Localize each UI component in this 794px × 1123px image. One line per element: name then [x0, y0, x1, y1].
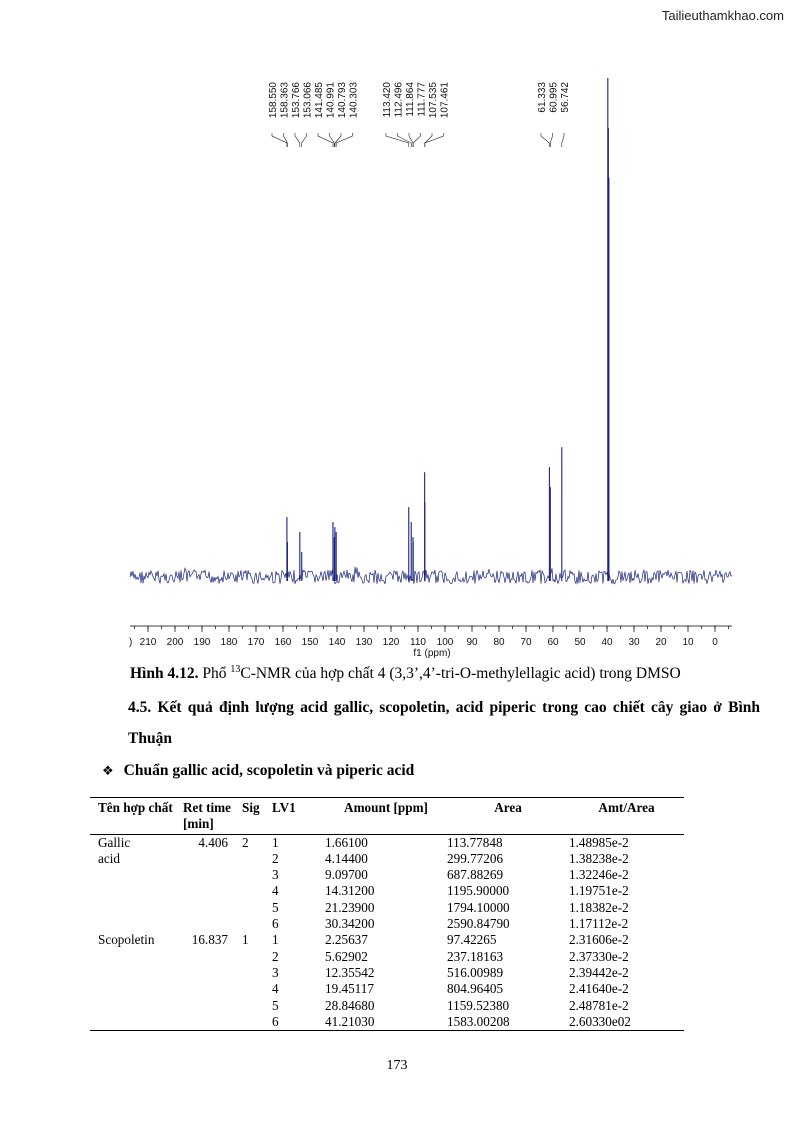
cell-amount: 12.35542 — [325, 964, 375, 980]
header-amt-area: Amt/Area — [598, 800, 655, 815]
cell-ret-time — [175, 851, 242, 867]
cell-amount: 5.62902 — [325, 948, 368, 964]
x-axis-tick-label: 80 — [493, 637, 505, 648]
table-header-row — [90, 798, 684, 835]
cell-amount: 30.34200 — [325, 916, 375, 932]
cell-compound — [90, 1014, 175, 1031]
x-axis-tick-label: 60 — [547, 637, 559, 648]
peak-label-connectors — [272, 133, 564, 147]
cell-lv1: 1 — [272, 834, 279, 850]
table-row — [90, 867, 684, 883]
x-axis-tick-label: 170 — [247, 637, 265, 648]
cell-ret-time — [175, 867, 242, 883]
cell-amt-area: 2.60330e02 — [569, 1013, 631, 1029]
watermark: Tailieuthamkhao.com — [661, 8, 784, 23]
table-row — [90, 916, 684, 932]
caption-figure-number: Hình 4.12. — [130, 665, 199, 683]
cell-ret-time: 16.837 — [191, 932, 228, 948]
cell-amt-area: 2.48781e-2 — [569, 997, 629, 1013]
cell-compound — [90, 883, 175, 899]
cell-ret-time — [175, 965, 242, 981]
peak-label: 107.461 — [439, 82, 451, 119]
cell-compound: Scopoletin — [98, 932, 155, 948]
x-axis-tick-label: 0 — [712, 637, 718, 648]
cell-sig — [242, 867, 272, 883]
table-row — [90, 1014, 684, 1031]
cell-sig — [242, 965, 272, 981]
cell-amt-area: 2.37330e-2 — [569, 948, 629, 964]
cell-sig — [242, 949, 272, 965]
x-axis-tick-label: 70 — [520, 637, 532, 648]
cell-ret-time: 4.406 — [198, 834, 228, 850]
cell-ret-time — [175, 998, 242, 1014]
cell-amount: 19.45117 — [325, 981, 374, 997]
peak-label: 60.995 — [548, 82, 560, 113]
x-axis-tick-label: 10 — [682, 637, 694, 648]
cell-area: 1583.00208 — [447, 1013, 510, 1029]
cell-area: 113.77848 — [447, 834, 503, 850]
header-ret-time: Ret time [min] — [183, 800, 231, 832]
cell-amt-area: 2.31606e-2 — [569, 932, 629, 948]
cell-area: 2590.84790 — [447, 916, 510, 932]
cell-area: 1159.52380 — [447, 997, 510, 1013]
peak-label: 61.333 — [537, 82, 548, 113]
cell-amt-area: 1.48985e-2 — [569, 834, 629, 850]
x-axis-tick-label: 150 — [301, 637, 319, 648]
cell-ret-time — [175, 981, 242, 997]
subheading — [102, 762, 414, 780]
cell-amt-area: 1.17112e-2 — [569, 916, 629, 932]
cell-lv1: 3 — [272, 867, 279, 883]
cell-ret-time — [175, 883, 242, 899]
table-row — [90, 883, 684, 899]
x-axis-ticks — [135, 626, 729, 632]
x-axis-tick-label: 40 — [601, 637, 613, 648]
x-axis-tick-label: 160 — [274, 637, 292, 648]
cell-sig — [242, 998, 272, 1014]
peak-connector — [541, 133, 549, 147]
header-sig: Sig — [242, 800, 260, 815]
subheading-text: Chuẩn gallic acid, scopoletin và piperic acid — [123, 762, 415, 779]
cell-lv1: 4 — [272, 981, 279, 997]
peak-connector — [550, 133, 552, 147]
cell-compound — [90, 900, 175, 916]
cell-sig — [242, 1014, 272, 1031]
table-row — [90, 949, 684, 965]
peak-label: 140.991 — [325, 82, 337, 119]
peak-labels — [268, 82, 571, 119]
cell-amount: 14.31200 — [325, 883, 375, 899]
cell-compound — [90, 916, 175, 932]
cell-compound: Gallic — [98, 834, 131, 850]
peak-connector — [413, 133, 420, 147]
table-row — [90, 900, 684, 916]
calibration-table — [90, 797, 684, 1031]
cell-compound: acid — [98, 850, 120, 866]
x-axis-tick-label: 210 — [139, 637, 157, 648]
cell-amt-area: 2.39442e-2 — [569, 964, 629, 980]
cell-area: 1794.10000 — [447, 899, 510, 915]
peak-label: 107.535 — [428, 82, 439, 119]
cell-compound — [90, 998, 175, 1014]
diamond-bullet-icon: ❖ — [102, 764, 114, 779]
spectrum-peaks — [287, 78, 609, 581]
x-axis-tick-label: 90 — [466, 637, 478, 648]
table-row — [90, 834, 684, 851]
peak-label: 140.303 — [348, 82, 360, 119]
cell-lv1: 2 — [272, 948, 279, 964]
cell-sig — [242, 916, 272, 932]
x-axis-tick-label: 190 — [193, 637, 211, 648]
table-row — [90, 998, 684, 1014]
peak-label: 111.864 — [405, 82, 416, 117]
peak-connector — [335, 133, 341, 147]
peak-label: 112.496 — [393, 82, 405, 118]
x-axis-tick-label: 200 — [166, 637, 184, 648]
header-lv1: LV1 — [272, 800, 296, 815]
cell-amount: 9.09700 — [325, 867, 368, 883]
peak-label: 111.777 — [416, 82, 428, 117]
cell-compound — [90, 949, 175, 965]
cell-lv1: 4 — [272, 883, 279, 899]
cell-lv1: 3 — [272, 964, 279, 980]
cell-compound — [90, 981, 175, 997]
peak-connector — [272, 133, 287, 147]
cell-area: 237.18163 — [447, 948, 504, 964]
cell-sig — [242, 883, 272, 899]
cell-sig: 2 — [242, 834, 249, 850]
peak-connector — [562, 133, 564, 147]
peak-connector — [318, 133, 333, 147]
peak-label: 158.363 — [279, 82, 291, 119]
table-body — [90, 834, 684, 1031]
cell-sig — [242, 981, 272, 997]
cell-ret-time — [175, 916, 242, 932]
cell-compound — [90, 867, 175, 883]
cell-lv1: 2 — [272, 850, 279, 866]
peak-connector — [330, 133, 335, 147]
cell-sig — [242, 900, 272, 916]
cell-amount: 4.14400 — [325, 850, 368, 866]
cell-area: 687.88269 — [447, 867, 504, 883]
cell-amt-area: 2.41640e-2 — [569, 981, 629, 997]
peak-label: 113.420 — [382, 82, 393, 118]
cell-sig — [242, 851, 272, 867]
cell-ret-time — [175, 900, 242, 916]
header-amount: Amount [ppm] — [344, 800, 428, 815]
cell-amt-area: 1.18382e-2 — [569, 899, 629, 915]
x-axis-tick-label: 110 — [410, 637, 426, 648]
x-axis-tick-label: 120 — [382, 637, 400, 648]
cell-lv1: 1 — [272, 932, 279, 948]
x-axis-tick-label: 30 — [628, 637, 640, 648]
cell-amount: 21.23900 — [325, 899, 375, 915]
cell-lv1: 5 — [272, 997, 279, 1013]
x-axis-tick-label: 140 — [328, 637, 346, 648]
cell-lv1: 6 — [272, 916, 279, 932]
cell-ret-time — [175, 1014, 242, 1031]
spectrum-baseline-noise — [130, 567, 732, 584]
x-axis-label: f1 (ppm) — [413, 648, 451, 659]
cell-amount: 2.25637 — [325, 932, 368, 948]
cell-area: 1195.90000 — [447, 883, 510, 899]
peak-label: 56.742 — [560, 82, 571, 113]
page-number: 173 — [386, 1058, 408, 1073]
cell-amt-area: 1.38238e-2 — [569, 850, 629, 866]
peak-label: 158.550 — [268, 82, 279, 119]
x-axis-tick-label: 50 — [574, 637, 586, 648]
peak-connector — [336, 133, 352, 147]
cell-amount: 28.84680 — [325, 997, 375, 1013]
cell-area: 97.42265 — [447, 932, 497, 948]
cell-amount: 1.66100 — [325, 834, 368, 850]
x-axis-tick-labels — [140, 637, 719, 648]
header-compound: Tên hợp chất — [98, 800, 173, 815]
cell-amt-area: 1.19751e-2 — [569, 883, 629, 899]
cell-amount: 41.21030 — [325, 1013, 375, 1029]
peak-connector — [295, 133, 300, 147]
peak-connector — [302, 133, 307, 147]
cell-ret-time — [175, 949, 242, 965]
peak-label: 140.793 — [337, 82, 348, 119]
x-axis-tick-label: 130 — [355, 637, 373, 648]
cell-lv1: 6 — [272, 1013, 279, 1029]
cell-lv1: 5 — [272, 899, 279, 915]
peak-label: 153.766 — [291, 82, 302, 119]
header-area: Area — [494, 800, 522, 815]
cell-sig: 1 — [242, 932, 249, 948]
cell-area: 516.00989 — [447, 964, 504, 980]
cell-area: 804.96405 — [447, 981, 504, 997]
x-axis-tick-label: 180 — [220, 637, 238, 648]
cell-area: 299.77206 — [447, 850, 504, 866]
peak-label: 141.485 — [314, 82, 325, 119]
section-title: 4.5. Kết quả định lượng acid gallic, scopoletin, acid piperic trong cao chiết cây giao ở Bình Thuận — [128, 699, 760, 747]
table-row — [90, 965, 684, 981]
x-axis-left-edge: ) — [129, 637, 133, 648]
cell-amt-area: 1.32246e-2 — [569, 867, 629, 883]
figure-caption: Hình 4.12. Phổ $^{13}$C-NMR của hợp chất 4 (3,3’,4’-tri-O-methylellagic acid) trong DMSO — [130, 664, 681, 683]
table-row — [90, 981, 684, 997]
table-row — [90, 932, 684, 948]
peak-connector — [425, 133, 432, 147]
table-row — [90, 851, 684, 867]
cell-compound — [90, 965, 175, 981]
peak-label: 153.066 — [302, 82, 314, 119]
x-axis-tick-label: 100 — [436, 637, 454, 648]
x-axis-tick-label: 20 — [655, 637, 667, 648]
